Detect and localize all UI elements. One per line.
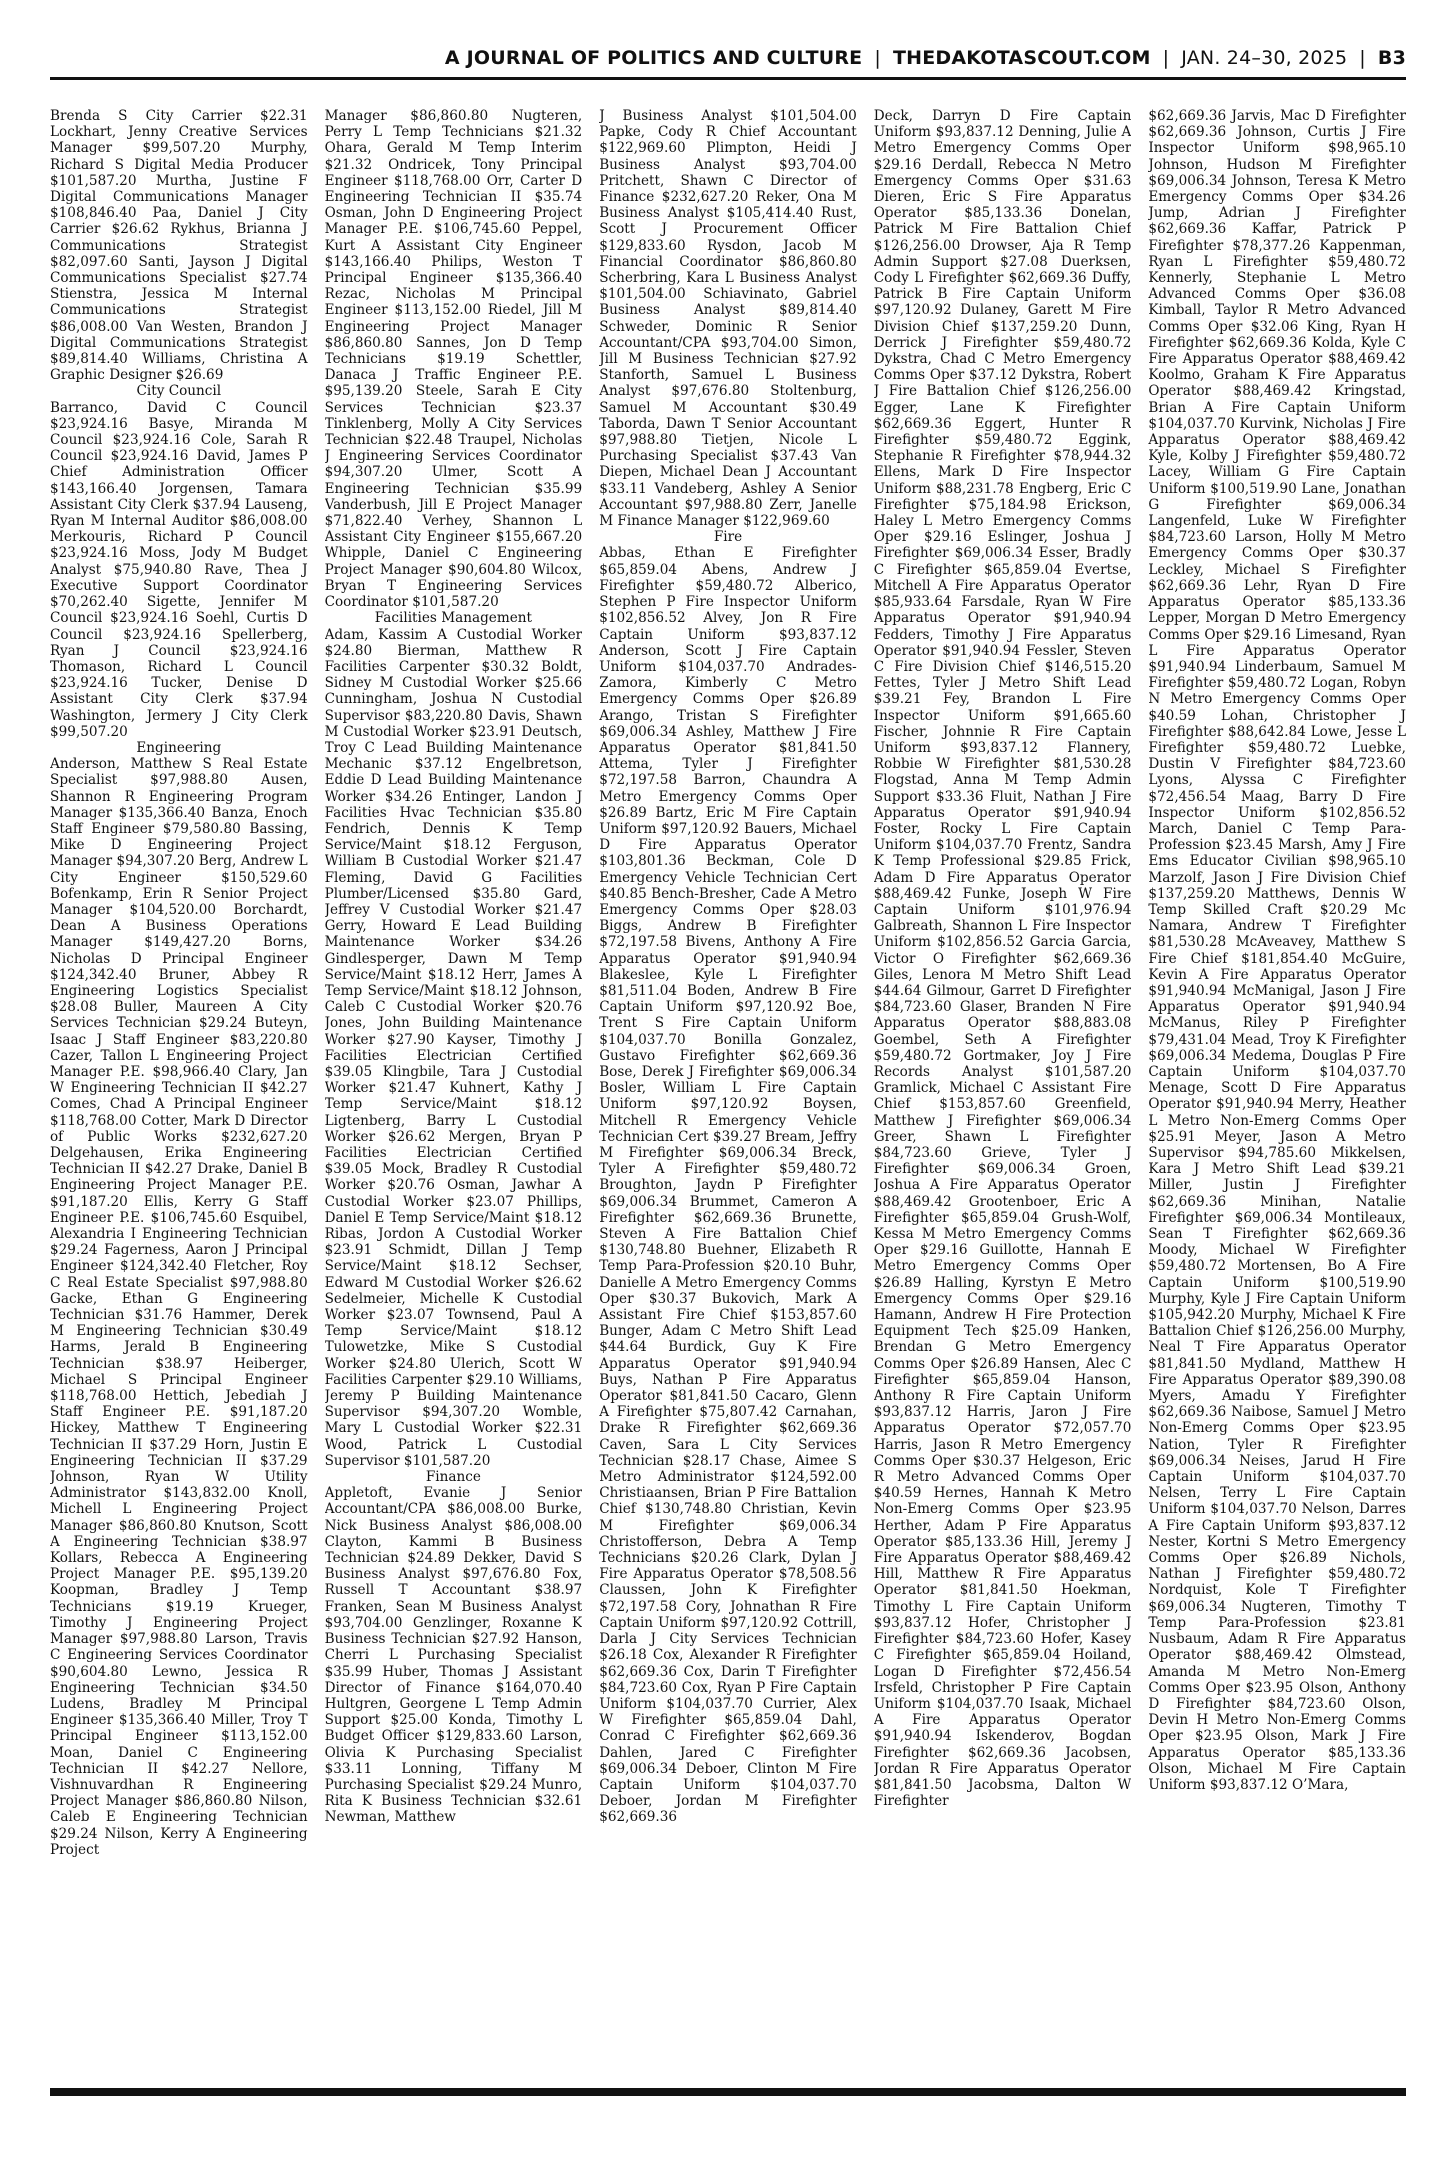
listing-paragraph: J Business Analyst $101,504.00 Papke, Cody R Chief Accountant $122,969.60 Plimpton, Heidi J Business Analyst $93,704.00 Pritchett, Shawn C Director of Finance $232,627.20 Reker, Ona M Business Analyst $105,414.40 Rust, Scott J Procurement Officer $129,833.60 Rysdon, Jacob M Financial Coordinator $86,860.80 Scherbring, Kara L Business Analyst $101,504.00 Schiavinato, Gabriel Business Analyst $89,814.40 Schweder, Dominic R Senior Accountant/CPA $93,704.00 Simon, Jill M Business Technician $27.92 Stanforth, Samuel L Business Analyst $97,676.80 Stoltenburg, Samuel M Accountant $30.49 Taborda, Dawn T Senior Accountant $97,988.80 Tietjen, Nicole L Purchasing Specialist $37.43 Van Diepen, Michael Dean J Accountant $33.11 Vandeberg, Ashley A Senior Accountant $97,988.80 Zerr, Janelle M Finance Manager $122,969.60 — [599, 108, 857, 530]
text-column — [325, 108, 583, 2064]
header-separator: | — [874, 47, 881, 69]
text-column — [874, 108, 1132, 2064]
footer-rule — [50, 2088, 1406, 2096]
page-number: B3 — [1377, 47, 1406, 69]
listing-paragraph: Appletoft, Evanie J Senior Accountant/CPA $86,008.00 Burke, Nick Business Analyst $86,008.00 Clayton, Kammi B Business Technician $24.89 Dekker, David S Business Analyst $97,676.80 Fox, Russell T Accountant $38.97 Franken, Sean M Business Analyst $93,704.00 Genzlinger, Roxanne K Business Technician $27.92 Hanson, Cherri L Purchasing Specialist $35.99 Huber, Thomas J Assistant Director of Finance $164,070.40 Hultgren, Georgene L Temp Admin Support $25.00 Konda, Timothy L Budget Officer $129,833.60 Larson, Olivia K Purchasing Specialist $33.11 Lonning, Tiffany M Purchasing Specialist $29.24 Munro, Rita K Business Technician $32.61 Newman, Matthew — [324, 1485, 583, 1826]
text-column — [50, 108, 308, 2064]
header-separator: | — [1162, 47, 1170, 69]
listing-paragraph: Deck, Darryn D Fire Captain Uniform $93,837.12 Denning, Julie A Metro Emergency Comms Oper $29.16 Derdall, Rebecca N Metro Emergency Comms Oper $31.63 Dieren, Eric S Fire Apparatus Operator $85,133.36 Donelan, Patrick M Fire Battalion Chief $126,256.00 Drowser, Aja R Temp Admin Support $27.08 Duerksen, Cody L Firefighter $62,669.36 Duffy, Patrick B Fire Captain Uniform $97,120.92 Dulaney, Garett M Fire Division Chief $137,259.20 Dunn, Derrick J Firefighter $59,480.72 Dykstra, Chad C Metro Emergency Comms Oper $37.12 Dykstra, Robert J Fire Battalion Chief $126,256.00 Egger, Lane K Firefighter $62,669.36 Eggert, Hunter R Firefighter $59,480.72 Eggink, Stephanie R Firefighter $78,944.32 Ellens, Mark D Fire Inspector Uniform $88,231.78 Engberg, Eric C Firefighter $75,184.98 Erickson, Haley L Metro Emergency Comms Oper $29.16 Eslinger, Joshua J Firefighter $69,006.34 Esser, Bradly C Firefighter $65,859.04 Evertse, Mitchell A Fire Apparatus Operator $85,933.64 Farsdale, Ryan W Fire Apparatus Operator $91,940.94 Fedders, Timothy J Fire Apparatus Operator $91,940.94 Fessler, Steven C Fire Division Chief $146,515.20 Fettes, Tyler J Metro Shift Lead $39.21 Fey, Brandon L Fire Inspector Uniform $91,665.60 Fischer, Johnnie R Fire Captain Uniform $93,837.12 Flannery, Robbie W Firefighter $81,530.28 Flogstad, Anna M Temp Admin Support $33.36 Fluit, Nathan J Fire Apparatus Operator $91,940.94 Foster, Rocky L Fire Captain Uniform $104,037.70 Frentz, Sandra K Temp Professional $29.85 Frick, Adam D Fire Apparatus Operator $88,469.42 Funke, Joseph W Fire Captain Uniform $101,976.94 Galbreath, Shannon L Fire Inspector Uniform $102,856.52 Garcia Garcia, Victor O Firefighter $62,669.36 Giles, Lenora M Metro Shift Lead $44.64 Gilmour, Garret D Firefighter $84,723.60 Glaser, Branden N Fire Apparatus Operator $88,883.08 Goembel, Seth A Firefighter $59,480.72 Gortmaker, Joy J Fire Records Analyst $101,587.20 Gramlick, Michael C Assistant Fire Chief $153,857.60 Greenfield, Matthew J Firefighter $69,006.34 Greer, Shawn L Firefighter $84,723.60 Grieve, Tyler J Firefighter $69,006.34 Groen, Joshua A Fire Apparatus Operator $88,469.42 Grootenboer, Eric A Firefighter $65,859.04 Grush-Wolf, Kessa M Metro Emergency Comms Oper $29.16 Guillotte, Hannah E Metro Emergency Comms Oper $26.89 Halling, Kyrstyn E Metro Emergency Comms Oper $29.16 Hamann, Andrew H Fire Protection Equipment Tech $25.09 Hanken, Brendan G Metro Emergency Comms Oper $26.89 Hansen, Alec C Firefighter $65,859.04 Hanson, Anthony R Fire Captain Uniform $93,837.12 Harris, Jaron J Fire Apparatus Operator $72,057.70 Harris, Jason R Metro Emergency Comms Oper $30.37 Helgeson, Eric R Metro Advanced Comms Oper $40.59 Hernes, Hannah K Metro Non-Emerg Comms Oper $23.95 Herther, Adam P Fire Apparatus Operator $85,133.36 Hill, Jeremy J Fire Apparatus Operator $88,469.42 Hill, Matthew R Fire Apparatus Operator $81,841.50 Hoekman, Timothy L Fire Captain Uniform $93,837.12 Hofer, Christopher J Firefighter $84,723.60 Hofer, Kasey C Firefighter $65,859.04 Hoiland, Logan D Firefighter $72,456.54 Irsfeld, Christopher P Fire Captain Uniform $104,037.70 Isaak, Michael A Fire Apparatus Operator $91,940.94 Iskenderov, Bogdan Firefighter $62,669.36 Jacobsen, Jordan R Fire Apparatus Operator $81,841.50 Jacobsma, Dalton W Firefighter — [873, 108, 1132, 1810]
journal-tagline: A JOURNAL OF POLITICS AND CULTURE — [444, 47, 863, 69]
page-header — [50, 40, 1406, 80]
text-column — [1148, 108, 1406, 2064]
listing-paragraph: $62,669.36 Jarvis, Mac D Firefighter $62,669.36 Johnson, Curtis J Fire Inspector Uniform $98,965.10 Johnson, Hudson M Firefighter $69,006.34 Johnson, Teresa K Metro Emergency Comms Oper $34.26 Jump, Adrian J Firefighter $62,669.36 Kaffar, Patrick P Firefighter $78,377.26 Kappenman, Ryan L Firefighter $59,480.72 Kennerly, Stephanie L Metro Advanced Comms Oper $36.08 Kimball, Taylor R Metro Advanced Comms Oper $32.06 King, Ryan H Firefighter $62,669.36 Kolda, Kyle C Fire Apparatus Operator $88,469.42 Koolmo, Graham K Fire Apparatus Operator $88,469.42 Kringstad, Brian A Fire Captain Uniform $104,037.70 Kurvink, Nicholas J Fire Apparatus Operator $88,469.42 Kyle, Kolby J Firefighter $59,480.72 Lacey, William G Fire Captain Uniform $100,519.90 Lane, Jonathan G Firefighter $69,006.34 Langenfeld, Luke W Firefighter $84,723.60 Larson, Holly M Metro Emergency Comms Oper $30.37 Leckley, Michael S Firefighter $62,669.36 Lehr, Ryan D Fire Apparatus Operator $85,133.36 Lepper, Morgan D Metro Emergency Comms Oper $29.16 Limesand, Ryan L Fire Apparatus Operator $91,940.94 Linderbaum, Samuel M Firefighter $59,480.72 Logan, Robyn N Metro Emergency Comms Oper $40.59 Lohan, Christopher J Firefighter $88,642.84 Lowe, Jesse L Firefighter $59,480.72 Luebke, Dustin V Firefighter $84,723.60 Lyons, Alyssa C Firefighter $72,456.54 Maag, Barry D Fire Inspector Uniform $102,856.52 March, Daniel C Temp Para-Profession $23.45 Marsh, Amy J Fire Ems Educator Civilian $98,965.10 Marzolf, Jason J Fire Division Chief $137,259.20 Matthews, Dennis W Temp Skilled Craft $20.29 Mc Namara, Andrew T Firefighter $81,530.28 McAveavey, Matthew S Fire Chief $181,854.40 McGuire, Kevin A Fire Apparatus Operator $91,940.94 McManigal, Jason J Fire Apparatus Operator $91,940.94 McManus, Riley P Firefighter $79,431.04 Mead, Troy K Firefighter $69,006.34 Medema, Douglas P Fire Captain Uniform $104,037.70 Menage, Scott D Fire Apparatus Operator $91,940.94 Merry, Heather L Metro Non-Emerg Comms Oper $25.91 Meyer, Jason A Metro Supervisor $94,785.60 Mikkelsen, Kara J Metro Shift Lead $39.21 Miller, Justin J Firefighter $62,669.36 Minihan, Natalie Firefighter $69,006.34 Montileaux, Sean T Firefighter $62,669.36 Moody, Michael W Firefighter $59,480.72 Mortensen, Bo A Fire Captain Uniform $100,519.90 Murphy, Kyle J Fire Captain Uniform $105,942.20 Murphy, Michael K Fire Battalion Chief $126,256.00 Murphy, Neal T Fire Apparatus Operator $81,841.50 Mydland, Matthew H Fire Apparatus Operator $89,390.08 Myers, Amadu Y Firefighter $62,669.36 Naibose, Samuel J Metro Non-Emerg Comms Oper $23.95 Nation, Tyler R Firefighter $69,006.34 Neises, Jarud H Fire Captain Uniform $104,037.70 Nelsen, Terry L Fire Captain Uniform $104,037.70 Nelson, Darres A Fire Captain Uniform $93,837.12 Nester, Kortni S Metro Emergency Comms Oper $26.89 Nichols, Nathan J Firefighter $59,480.72 Nordquist, Kole T Firefighter $69,006.34 Nugteren, Timothy T Temp Para-Profession $23.81 Nusbaum, Adam R Fire Apparatus Operator $88,469.42 Olmstead, Amanda M Metro Non-Emerg Comms Oper $23.95 Olson, Anthony D Firefighter $84,723.60 Olson, Devin H Metro Non-Emerg Comms Oper $23.95 Olson, Mark J Fire Apparatus Operator $85,133.36 Olson, Michael M Fire Captain Uniform $93,837.12 O’Mara, — [1148, 108, 1406, 1793]
listing-paragraph: Adam, Kassim A Custodial Worker $24.80 Bierman, Matthew R Facilities Carpenter $30.32 Boldt, Sidney M Custodial Worker $25.66 Cunningham, Joshua N Custodial Supervisor $83,220.80 Davis, Shawn M Custodial Worker $23.91 Deutsch, Troy C Lead Building Maintenance Mechanic $37.12 Engelbretson, Eddie D Lead Building Maintenance Worker $34.26 Entinger, Landon J Facilities Hvac Technician $35.80 Fendrich, Dennis K Temp Service/Maint $18.12 Ferguson, William B Custodial Worker $21.47 Fleming, David G Facilities Plumber/Licensed $35.80 Gard, Jeffrey V Custodial Worker $21.47 Gerry, Howard E Lead Building Maintenance Worker $34.26 Gindlesperger, Dawn M Temp Service/Maint $18.12 Herr, James A Temp Service/Maint $18.12 Johnson, Caleb C Custodial Worker $20.76 Jones, John Building Maintenance Worker $27.90 Kayser, Timothy J Facilities Electrician Certified $39.05 Klingbile, Tara J Custodial Worker $21.47 Kuhnert, Kathy J Temp Service/Maint $18.12 Ligtenberg, Barry L Custodial Worker $26.62 Mergen, Bryan P Facilities Electrician Certified $39.05 Mock, Bradley R Custodial Worker $20.76 Osman, Jawhar A Custodial Worker $23.07 Phillips, Daniel E Temp Service/Maint $18.12 Ribas, Jordon A Custodial Worker $23.91 Schmidt, Dillan J Temp Service/Maint $18.12 Sechser, Edward M Custodial Worker $26.62 Sedelmeier, Michelle K Custodial Worker $23.07 Townsend, Paul A Temp Service/Maint $18.12 Tulowetzke, Mike S Custodial Worker $24.80 Ulerich, Scott W Facilities Carpenter $29.10 Williams, Jeremy P Building Maintenance Supervisor $94,307.20 Womble, Mary L Custodial Worker $22.31 Wood, Patrick L Custodial Supervisor $101,587.20 — [324, 626, 583, 1469]
section-subhead: City Council — [136, 383, 222, 400]
listing-paragraph: Brenda S City Carrier $22.31 Lockhart, Jenny Creative Services Manager $99,507.20 Murphy, Richard S Digital Media Producer $101,587.20 Murtha, Justine F Digital Communications Manager $108,846.40 Paa, Daniel J City Carrier $26.62 Rykhus, Brianna J Communications Strategist $82,097.60 Santi, Jayson J Digital Communications Specialist $27.74 Stienstra, Jessica M Internal Communications Strategist $86,008.00 Van Westen, Brandon J Digital Communications Strategist $89,814.40 Williams, Christina A Graphic Designer $26.69 — [50, 108, 308, 384]
article-columns — [50, 108, 1406, 2064]
section-subhead: Facilities Management — [374, 610, 532, 627]
section-subhead: Engineering — [136, 739, 222, 756]
section-subhead: Finance — [425, 1469, 481, 1486]
header-separator: | — [1359, 47, 1366, 69]
text-column — [599, 108, 857, 2064]
listing-paragraph: Abbas, Ethan E Firefighter $65,859.04 Abens, Andrew J Firefighter $59,480.72 Alberico, Stephen P Fire Inspector Uniform $102,856.52 Alvey, Jon R Fire Captain Uniform $93,837.12 Anderson, Scott J Fire Captain Uniform $104,037.70 Andrades-Zamora, Kimberly C Metro Emergency Comms Oper $26.89 Arango, Tristan S Firefighter $69,006.34 Ashley, Matthew J Fire Apparatus Operator $81,841.50 Attema, Tyler J Firefighter $72,197.58 Barron, Chaundra A Metro Emergency Comms Oper $26.89 Bartz, Eric M Fire Captain Uniform $97,120.92 Bauers, Michael D Fire Apparatus Operator $103,801.36 Beckman, Cole D Emergency Vehicle Technician Cert $40.85 Bench-Bresher, Cade A Metro Emergency Comms Oper $28.03 Biggs, Andrew B Firefighter $72,197.58 Bivens, Anthony A Fire Apparatus Operator $91,940.94 Blakeslee, Kyle L Firefighter $81,511.04 Boden, Andrew B Fire Captain Uniform $97,120.92 Boe, Trent S Fire Captain Uniform $104,037.70 Bonilla Gonzalez, Gustavo Firefighter $62,669.36 Bose, Derek J Firefighter $69,006.34 Bosler, William L Fire Captain Uniform $97,120.92 Boysen, Mitchell R Emergency Vehicle Technician Cert $39.27 Bream, Jeffry M Firefighter $69,006.34 Breck, Tyler A Firefighter $59,480.72 Broughton, Jaydn P Firefighter $69,006.34 Brummet, Cameron A Firefighter $62,669.36 Brunette, Steven A Fire Battalion Chief $130,748.80 Buehner, Elizabeth R Temp Para-Profession $20.10 Buhr, Danielle A Metro Emergency Comms Oper $30.37 Bukovich, Mark A Assistant Fire Chief $153,857.60 Bunger, Adam C Metro Shift Lead $44.64 Burdick, Guy K Fire Apparatus Operator $91,940.94 Buys, Nathan P Fire Apparatus Operator $81,841.50 Cacaro, Glenn A Firefighter $75,807.42 Carnahan, Drake R Firefighter $62,669.36 Caven, Sara L City Services Technician $28.17 Chase, Aimee S Metro Administrator $124,592.00 Christiaansen, Brian P Fire Battalion Chief $130,748.80 Christian, Kevin M Firefighter $69,006.34 Christofferson, Debra A Temp Technicians $20.26 Clark, Dylan J Fire Apparatus Operator $78,508.56 Claussen, John K Firefighter $72,197.58 Cory, Johnathan R Fire Captain Uniform $97,120.92 Cottrill, Darla J City Services Technician $26.18 Cox, Alexander R Firefighter $62,669.36 Cox, Darin T Firefighter $84,723.60 Cox, Ryan P Fire Captain Uniform $104,037.70 Currier, Alex W Firefighter $65,859.04 Dahl, Conrad C Firefighter $62,669.36 Dahlen, Jared C Firefighter $69,006.34 Deboer, Clinton M Fire Captain Uniform $104,037.70 Deboer, Jordan M Firefighter $62,669.36 — [599, 545, 857, 1826]
section-subhead: Fire — [713, 529, 743, 546]
site-url: THEDAKOTASCOUT.COM — [892, 47, 1151, 69]
issue-date: JAN. 24–30, 2025 — [1181, 47, 1348, 69]
listing-paragraph: Manager $86,860.80 Nugteren, Perry L Temp Technicians $21.32 Ohara, Gerald M Temp Interim $21.32 Ondricek, Tony Principal Engineer $118,768.00 Orr, Carter D Engineering Technician II $35.74 Osman, John D Engineering Project Manager P.E. $106,745.60 Peppel, Kurt A Assistant City Engineer $143,166.40 Philips, Weston T Principal Engineer $135,366.40 Rezac, Nicholas M Principal Engineer $113,152.00 Riedel, Jill M Engineering Project Manager $86,860.80 Sannes, Jon D Temp Technicians $19.19 Schettler, Danaca J Traffic Engineer P.E. $95,139.20 Steele, Sarah E City Services Technician $23.37 Tinklenberg, Molly A City Services Technician $22.48 Traupel, Nicholas J Engineering Services Coordinator $94,307.20 Ulmer, Scott A Engineering Technician $35.99 Vanderbush, Jill E Project Manager $71,822.40 Verhey, Shannon L Assistant City Engineer $155,667.20 Whipple, Daniel C Engineering Project Manager $90,604.80 Wilcox, Bryan T Engineering Services Coordinator $101,587.20 — [324, 108, 583, 611]
listing-paragraph: Anderson, Matthew S Real Estate Specialist $97,988.80 Ausen, Shannon R Engineering Program Manager $135,366.40 Banza, Enoch Staff Engineer $79,580.80 Bassing, Mike D Engineering Project Manager $94,307.20 Berg, Andrew L City Engineer $150,529.60 Bofenkamp, Erin R Senior Project Manager $104,520.00 Borchardt, Dean A Business Operations Manager $149,427.20 Borns, Nicholas D Principal Engineer $124,342.40 Bruner, Abbey R Engineering Logistics Specialist $28.08 Buller, Maureen A City Services Technician $29.24 Buteyn, Isaac J Staff Engineer $83,220.80 Cazer, Tallon L Engineering Project Manager P.E. $98,966.40 Clary, Jan W Engineering Technician II $42.27 Comes, Chad A Principal Engineer $118,768.00 Cotter, Mark D Director of Public Works $232,627.20 Delgehausen, Erika Engineering Technician II $42.27 Drake, Daniel B Engineering Project Manager P.E. $91,187.20 Ellis, Kerry G Staff Engineer P.E. $106,745.60 Esquibel, Alexandria I Engineering Technician $29.24 Fagerness, Aaron J Principal Engineer $124,342.40 Fletcher, Roy C Real Estate Specialist $97,988.80 Gacke, Ethan G Engineering Technician $31.76 Hammer, Derek M Engineering Technician $30.49 Harms, Jerald B Engineering Technician $38.97 Heiberger, Michael S Principal Engineer $118,768.00 Hettich, Jebediah J Staff Engineer P.E. $91,187.20 Hickey, Matthew T Engineering Technician II $37.29 Horn, Justin E Engineering Technician II $37.29 Johnson, Ryan W Utility Administrator $143,832.00 Knoll, Michell L Engineering Project Manager $86,860.80 Knutson, Scott A Engineering Technician $38.97 Kollars, Rebecca A Engineering Project Manager P.E. $95,139.20 Koopman, Bradley J Temp Technicians $19.19 Krueger, Timothy J Engineering Project Manager $97,988.80 Larson, Travis C Engineering Services Coordinator $90,604.80 Lewno, Jessica R Engineering Technician $34.50 Ludens, Bradley M Principal Engineer $135,366.40 Miller, Troy T Principal Engineer $113,152.00 Moan, Daniel C Engineering Technician II $42.27 Nellore, Vishnuvardhan R Engineering Project Manager $86,860.80 Nilson, Caleb E Engineering Technician $29.24 Nilson, Kerry A Engineering Project — [50, 756, 308, 1858]
listing-paragraph: Barranco, David C Council $23,924.16 Basye, Miranda M Council $23,924.16 Cole, Sarah R Council $23,924.16 David, James P Chief Administration Officer $143,166.40 Jorgensen, Tamara Assistant City Clerk $37.94 Lauseng, Ryan M Internal Auditor $86,008.00 Merkouris, Richard P Council $23,924.16 Moss, Jody M Budget Analyst $75,940.80 Rave, Thea J Executive Support Coordinator $70,262.40 Sigette, Jennifer M Council $23,924.16 Soehl, Curtis D Council $23,924.16 Spellerberg, Ryan J Council $23,924.16 Thomason, Richard L Council $23,924.16 Tucker, Denise D Assistant City Clerk $37.94 Washington, Jermery J City Clerk $99,507.20 — [50, 399, 308, 740]
